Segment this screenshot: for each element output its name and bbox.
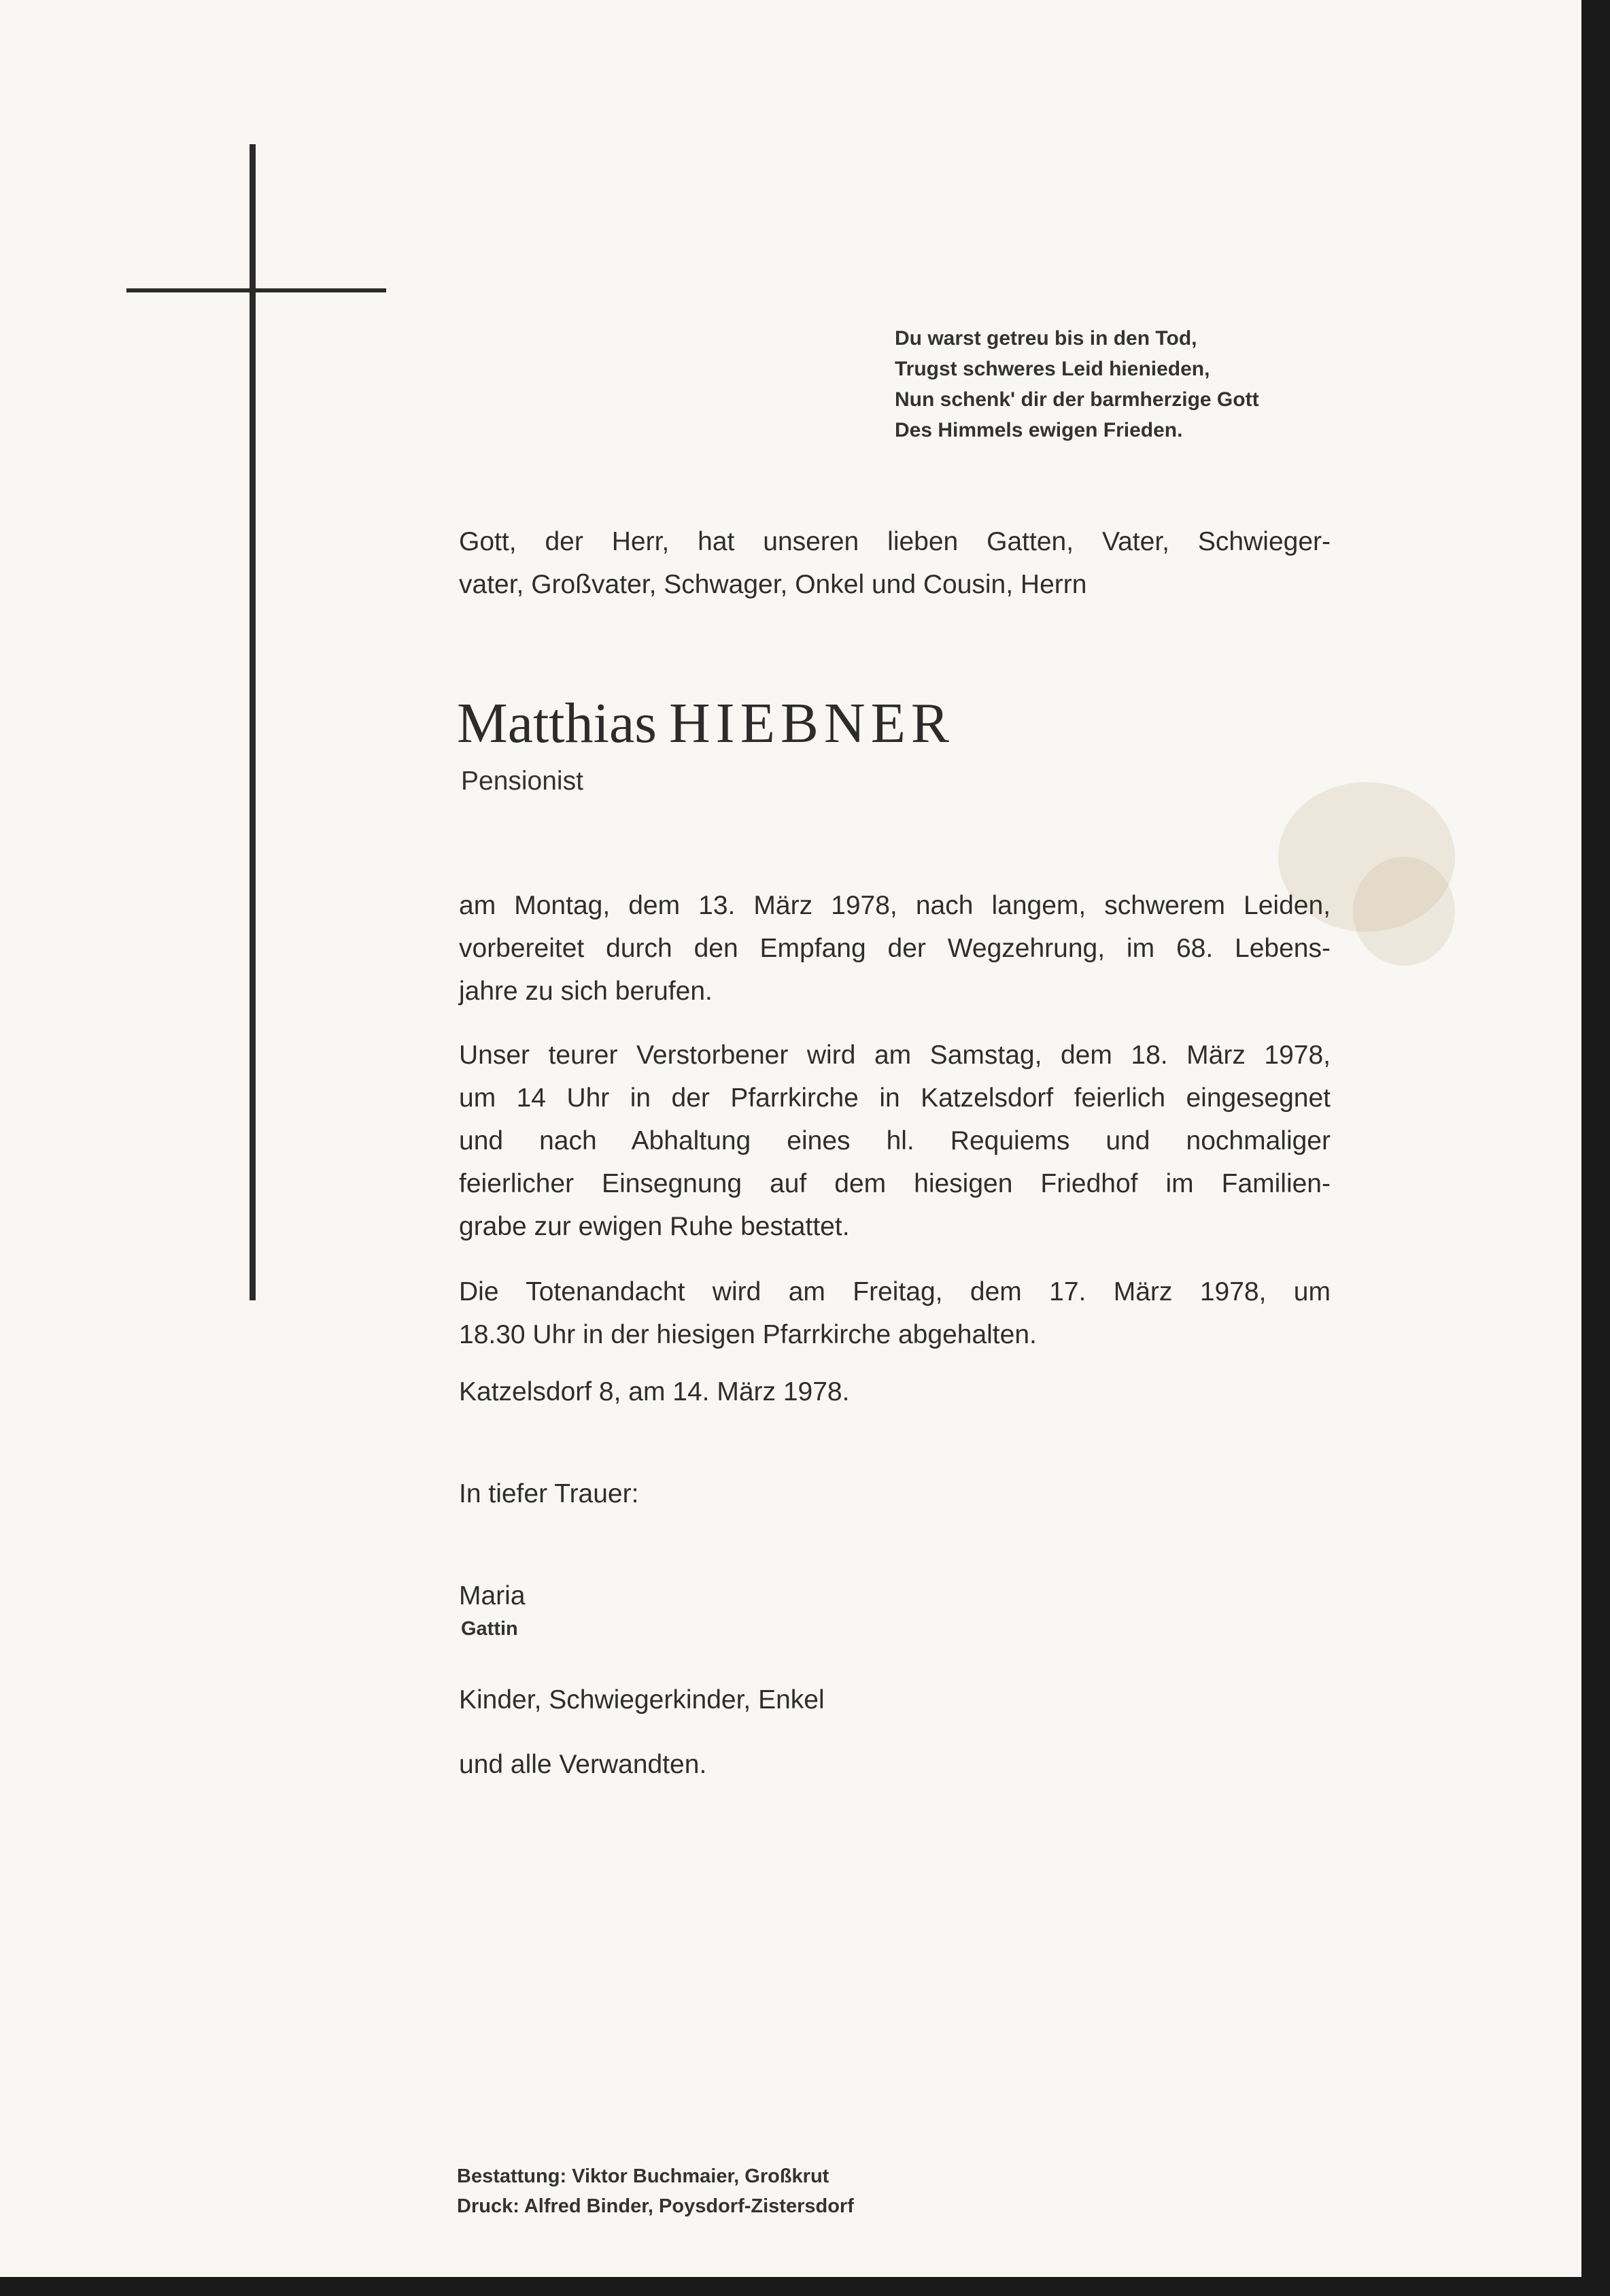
deceased-name bbox=[457, 690, 955, 756]
verse-line: Nun schenk' dir der barmherzige Gott bbox=[895, 388, 1259, 411]
verse-line: Des Himmels ewigen Frieden. bbox=[895, 419, 1183, 441]
mourners-family: Kinder, Schwiegerkinder, Enkel bbox=[459, 1685, 825, 1715]
printer-credit: Druck: Alfred Binder, Poysdorf-Zistersdorf bbox=[457, 2195, 854, 2217]
text-line: Unser teurer Verstorbener wird am Samstag, dem 18. März 1978, bbox=[459, 1041, 1331, 1070]
deceased-last-name: HIEBNER bbox=[668, 692, 955, 755]
text-line: um 14 Uhr in der Pfarrkirche in Katzelsdorf feierlich eingesegnet bbox=[459, 1083, 1331, 1113]
verse-line: Du warst getreu bis in den Tod, bbox=[895, 327, 1197, 350]
memorial-verse bbox=[895, 323, 1384, 445]
mourners-heading: In tiefer Trauer: bbox=[459, 1479, 639, 1508]
deceased-first-name: Matthias bbox=[457, 692, 657, 755]
spouse-name: Maria bbox=[459, 1581, 526, 1610]
funeral-paragraph bbox=[459, 1034, 1331, 1248]
intro-paragraph bbox=[459, 520, 1331, 606]
text-line: Die Totenandacht wird am Freitag, dem 17. März 1978, um bbox=[459, 1277, 1331, 1306]
mourners-relatives: und alle Verwandten. bbox=[459, 1750, 707, 1779]
verse-line: Trugst schweres Leid hienieden, bbox=[895, 358, 1210, 380]
place-and-date: Katzelsdorf 8, am 14. März 1978. bbox=[459, 1377, 850, 1406]
text-line: jahre zu sich berufen. bbox=[459, 977, 713, 1006]
text-line: am Montag, dem 13. März 1978, nach langem, schwerem Leiden, bbox=[459, 891, 1331, 920]
text-line: vater, Großvater, Schwager, Onkel und Cousin, Herrn bbox=[459, 570, 1087, 599]
print-credits bbox=[457, 2161, 854, 2221]
text-line: vorbereitet durch den Empfang der Wegzehrung, im 68. Lebens- bbox=[459, 934, 1331, 963]
paper-stain bbox=[1353, 857, 1455, 966]
cross-vertical-bar bbox=[250, 144, 256, 1300]
text-line: grabe zur ewigen Ruhe bestattet. bbox=[459, 1212, 850, 1241]
text-line: Gott, der Herr, hat unseren lieben Gatten, Vater, Schwieger- bbox=[459, 527, 1331, 556]
undertaker-credit: Bestattung: Viktor Buchmaier, Großkrut bbox=[457, 2165, 829, 2187]
deceased-occupation: Pensionist bbox=[461, 766, 583, 796]
vigil-paragraph bbox=[459, 1270, 1331, 1356]
text-line: 18.30 Uhr in der hiesigen Pfarrkirche abgehalten. bbox=[459, 1320, 1037, 1349]
spouse-role: Gattin bbox=[461, 1618, 518, 1640]
text-line: feierlicher Einsegnung auf dem hiesigen Friedhof im Familien- bbox=[459, 1169, 1331, 1198]
text-line: und nach Abhaltung eines hl. Requiems und nochmaliger bbox=[459, 1126, 1331, 1155]
death-paragraph bbox=[459, 884, 1331, 1013]
cross-horizontal-bar bbox=[126, 288, 386, 292]
